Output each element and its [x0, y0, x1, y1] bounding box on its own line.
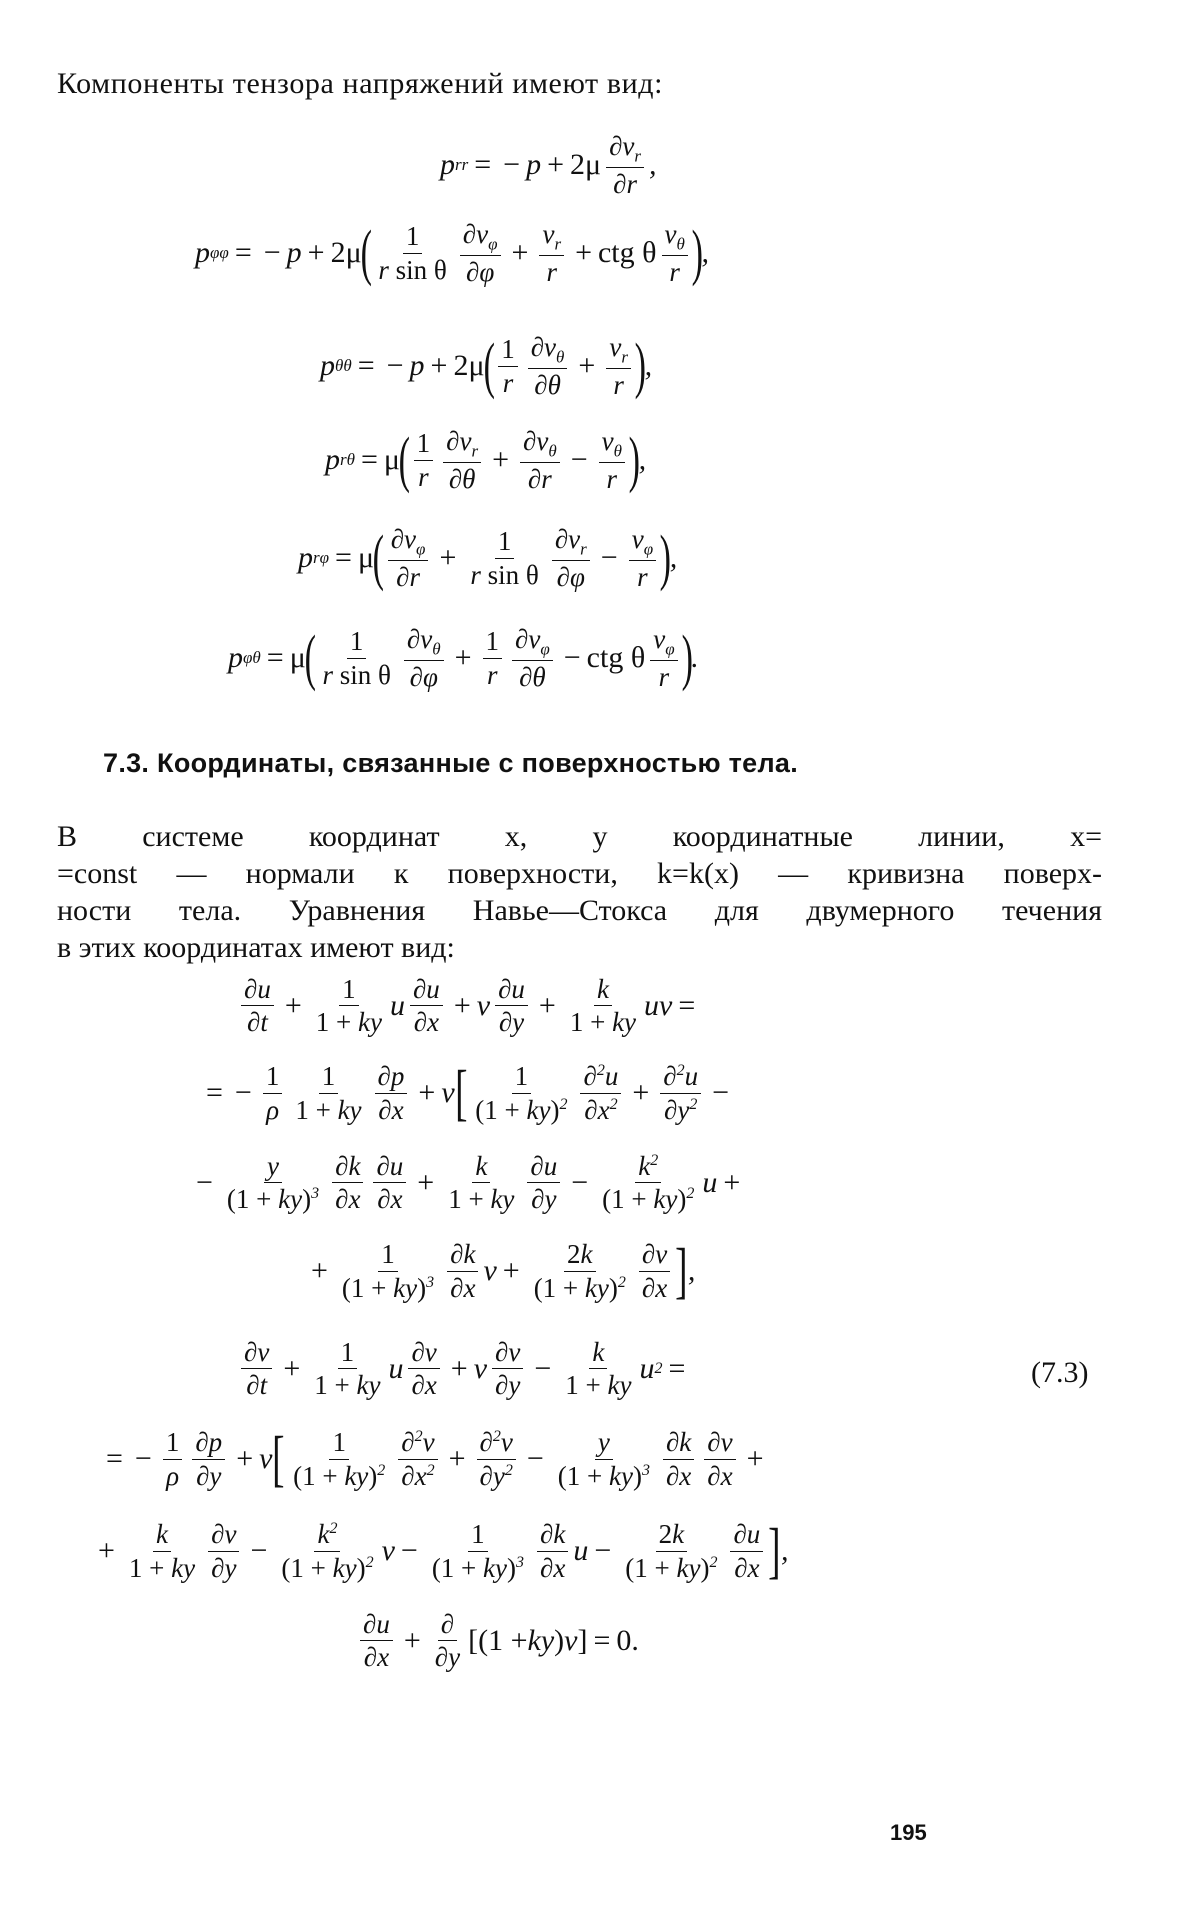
ns-x-line-3: − $\frac{y}{(1 + ky)^3}$ $\frac{\partial k}{\partial x}$ $\frac{\partial u}{\partial x}$ + $\frac{k}{1 + ky}$ $\frac{\partial u}{\partial y}$ − $\frac{k^2}{(1 + ky)^2}$ u + — [196, 1151, 741, 1215]
ns-x-line-1: $\frac{\partial u}{\partial t}$ + $\frac{1}{1 + ky}$ u $\frac{\partial u}{\partial x}$ + v $\frac{\partial u}{\partial y}$ + $\frac{k}{1 + ky}$ uv = — [236, 975, 701, 1037]
paragraph-line-1: В системе координат x, y координатные линии, x= — [57, 820, 1102, 853]
paragraph-line-2: =const — нормали к поверхности, k=k(x) — кривизна поверх- — [57, 857, 1102, 890]
equation-p-rr: p rr = − p + 2μ $\frac{\partial v_r}{\partial r}$ , — [440, 131, 657, 200]
paragraph-line-3: ности тела. Уравнения Навье—Стокса для двумерного течения — [57, 894, 1102, 927]
paragraph-line-4: в этих координатах имеют вид: — [57, 931, 455, 964]
equation-p-thetatheta: p θθ = − p + 2μ ( $\frac{1}{r}$ $\frac{\partial v_\theta}{\partial\theta}$ + $\frac{v_r}{r}$ ) , — [320, 332, 653, 401]
ns-x-line-2: = − $\frac{1}{\rho}$ $\frac{1}{1 + ky}$ $\frac{\partial p}{\partial x}$ + ν [ $\frac{1}{(1 + ky)^2}$ $\frac{\partial^2u}{\partial x^2}$ + $\frac{\partial^2u}{\partial y^2}$ − — [206, 1059, 730, 1127]
intro-text: Компоненты тензора напряжений имеют вид: — [57, 67, 664, 100]
ns-y-line-3: + $\frac{k}{1 + ky}$ $\frac{\partial v}{\partial y}$ − $\frac{k^2}{(1 + ky)^2}$ v − $\frac{1}{(1 + ky)^3}$ $\frac{\partial k}{\partial x}$ u − $\frac{2k}{(1 + ky)^2}$ $\frac{\partial u}{\partial x}$ ] , — [98, 1517, 789, 1585]
equation-p-phiphi: p φφ = − p + 2μ ( $\frac{1}{\text{r sin θ}}$ $\frac{\partial v_\varphi}{\partial\varphi}$ + $\frac{v_r}{r}$ + ctg θ $\frac{v_\theta}{r}$ ) , — [195, 219, 710, 288]
equation-p-rtheta: p rθ = μ ( $\frac{1}{r}$ $\frac{\partial v_r}{\partial\theta}$ + $\frac{\partial v_\theta}{\partial r}$ − $\frac{v_\theta}{r}$ ) , — [325, 426, 647, 495]
section-heading: 7.3. Координаты, связанные с поверхностью тела. — [103, 748, 799, 778]
continuity-equation: $\frac{\partial u}{\partial x}$ + $\frac{\partial}{\partial y}$ [(1 + ky ) v ] = 0. — [355, 1610, 639, 1672]
equation-p-rphi: p rφ = μ ( $\frac{\partial v_\varphi}{\partial r}$ + $\frac{1}{\text{r sin θ}}$ $\frac{\partial v_r}{\partial\varphi}$ − $\frac{v_\varphi}{r}$ ) , — [298, 524, 678, 593]
ns-x-line-4: + $\frac{1}{(1 + ky)^3}$ $\frac{\partial k}{\partial x}$ v + $\frac{2k}{(1 + ky)^2}$ $\frac{\partial v}{\partial x}$ ] , — [311, 1237, 696, 1305]
ns-y-line-1: $\frac{\partial v}{\partial t}$ + $\frac{1}{1 + ky}$ u $\frac{\partial v}{\partial x}$ + v $\frac{\partial v}{\partial y}$ − $\frac{k}{1 + ky}$ u 2 = — [236, 1338, 691, 1400]
page-number: 195 — [890, 1820, 927, 1845]
equation-p-phitheta: p φθ = μ ( $\frac{1}{\text{r sin θ}}$ $\frac{\partial v_\theta}{\partial\varphi}$ + $\frac{1}{r}$ $\frac{\partial v_\varphi}{\partial\theta}$ − ctg θ $\frac{v_\varphi}{r}$ ) . — [228, 624, 699, 693]
ns-y-line-2: = − $\frac{1}{\rho}$ $\frac{\partial p}{\partial y}$ + ν [ $\frac{1}{(1 + ky)^2}$ $\frac{\partial^2v}{\partial x^2}$ + $\frac{\partial^2v}{\partial y^2}$ − $\frac{y}{(1 + ky)^3}$ $\frac{\partial k}{\partial x}$ $\frac{\partial v}{\partial x}$ + — [106, 1425, 764, 1493]
equation-number: (7.3) — [1031, 1356, 1089, 1389]
